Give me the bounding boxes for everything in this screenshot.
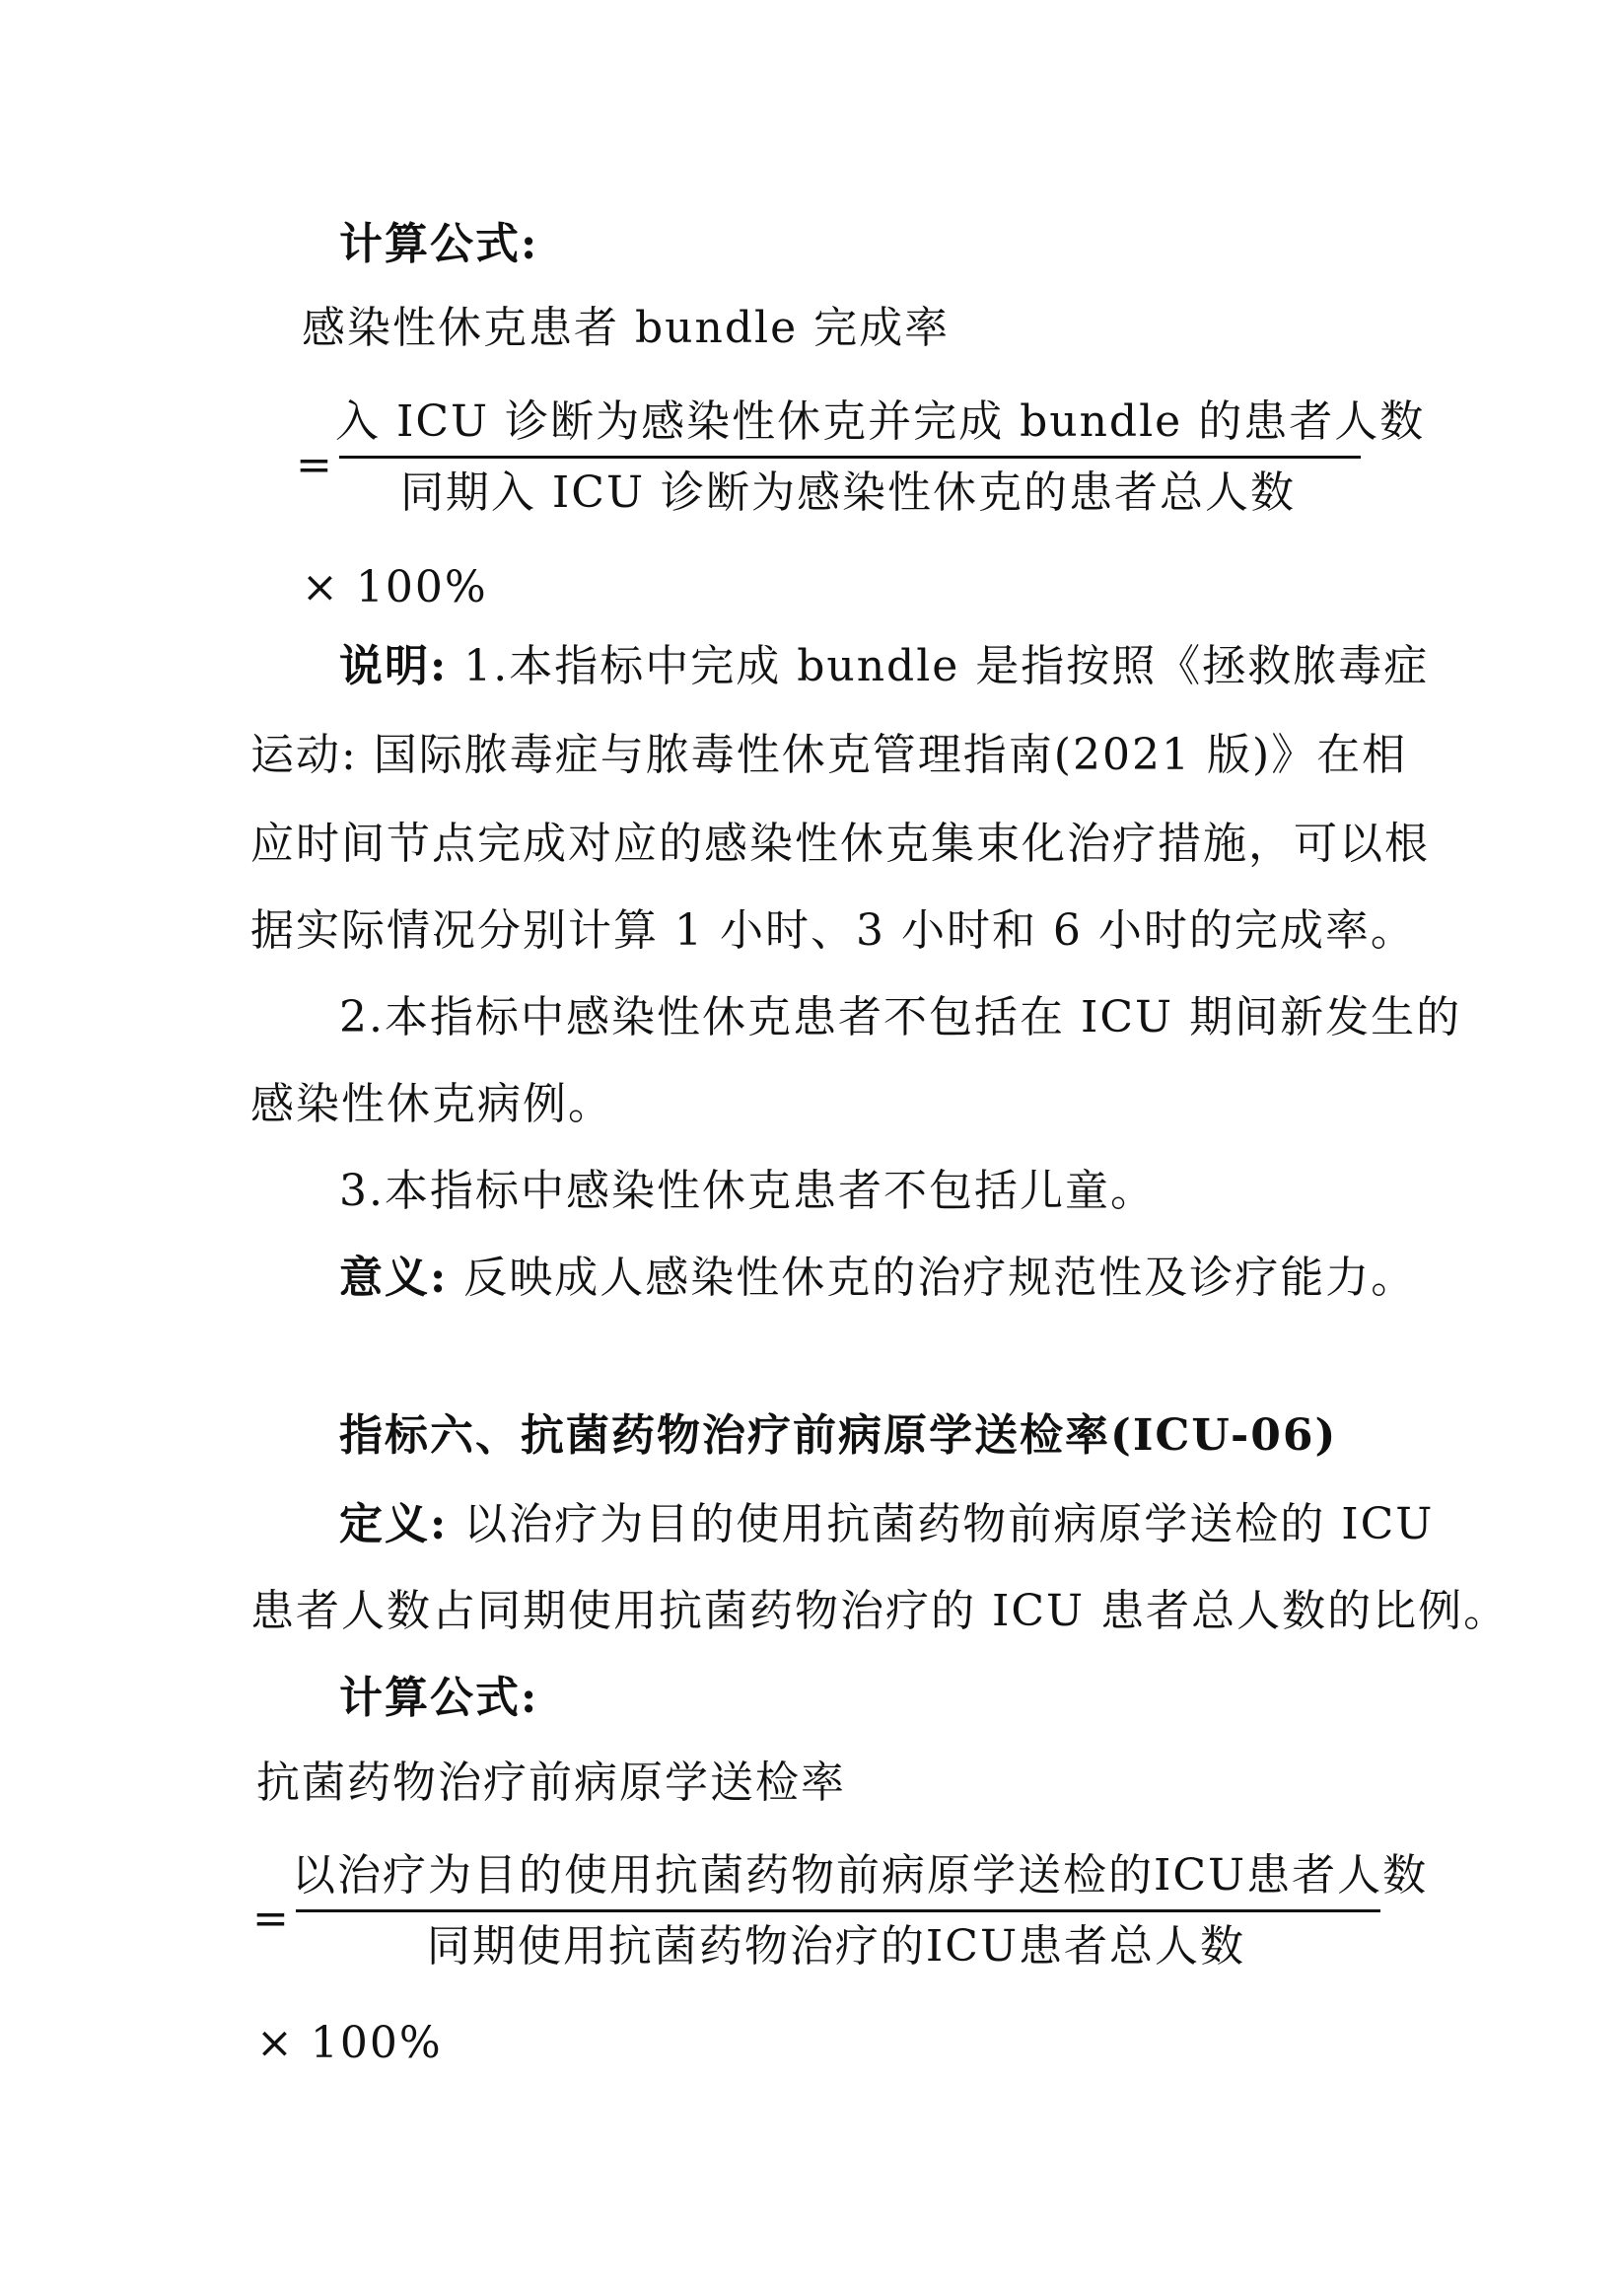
meaning-label: 意义: xyxy=(339,1253,449,1303)
formula-label: 计算公式: xyxy=(339,1673,539,1723)
fraction-bar xyxy=(296,1909,1380,1912)
explanation-line: 3.本指标中感染性休克患者不包括儿童。 xyxy=(339,1166,1156,1216)
formula-name: 感染性休克患者 bundle 完成率 xyxy=(302,303,951,353)
explanation-line: 运动: 国际脓毒症与脓毒性休克管理指南(2021 版)》在相 xyxy=(250,730,1408,780)
definition-line: 患者人数占同期使用抗菌药物治疗的 ICU 患者总人数的比例。 xyxy=(250,1586,1510,1636)
formula-multiplier: × 100% xyxy=(256,2018,443,2068)
explanation-line xyxy=(339,639,1429,694)
meaning-line xyxy=(339,1251,1416,1306)
explanation-line: 2.本指标中感染性休克患者不包括在 ICU 期间新发生的 xyxy=(339,992,1462,1042)
explanation-line: 感染性休克病例。 xyxy=(250,1079,613,1129)
fraction-numerator: 入 ICU 诊断为感染性休克并完成 bundle 的患者人数 xyxy=(335,396,1426,447)
fraction-bar xyxy=(339,456,1361,459)
fraction-denominator: 同期使用抗菌药物治疗的ICU患者总人数 xyxy=(426,1921,1246,1972)
formula-name: 抗菌药物治疗前病原学送检率 xyxy=(256,1758,846,1808)
definition-label: 定义: xyxy=(339,1499,449,1549)
equals-sign: = xyxy=(296,440,332,490)
explanation-label: 说明: xyxy=(339,641,449,691)
explanation-text: 1.本指标中完成 bundle 是指按照《拯救脓毒症 xyxy=(448,641,1430,691)
indicator-title: 指标六、抗菌药物治疗前病原学送检率(ICU-06) xyxy=(339,1410,1338,1461)
explanation-line: 据实际情况分别计算 1 小时、3 小时和 6 小时的完成率。 xyxy=(250,905,1416,956)
fraction-numerator: 以治疗为目的使用抗菌药物前病原学送检的ICU患者人数 xyxy=(292,1850,1429,1901)
meaning-text: 反映成人感染性休克的治疗规范性及诊疗能力。 xyxy=(448,1253,1417,1303)
formula-multiplier: × 100% xyxy=(302,562,488,612)
formula-label: 计算公式: xyxy=(339,219,539,269)
fraction-denominator: 同期入 ICU 诊断为感染性休克的患者总人数 xyxy=(399,467,1297,518)
equals-sign: = xyxy=(252,1894,289,1944)
definition-text: 以治疗为目的使用抗菌药物前病原学送检的 ICU xyxy=(448,1499,1435,1549)
definition-line xyxy=(339,1497,1434,1552)
explanation-line: 应时间节点完成对应的感染性休克集束化治疗措施，可以根 xyxy=(250,819,1430,869)
